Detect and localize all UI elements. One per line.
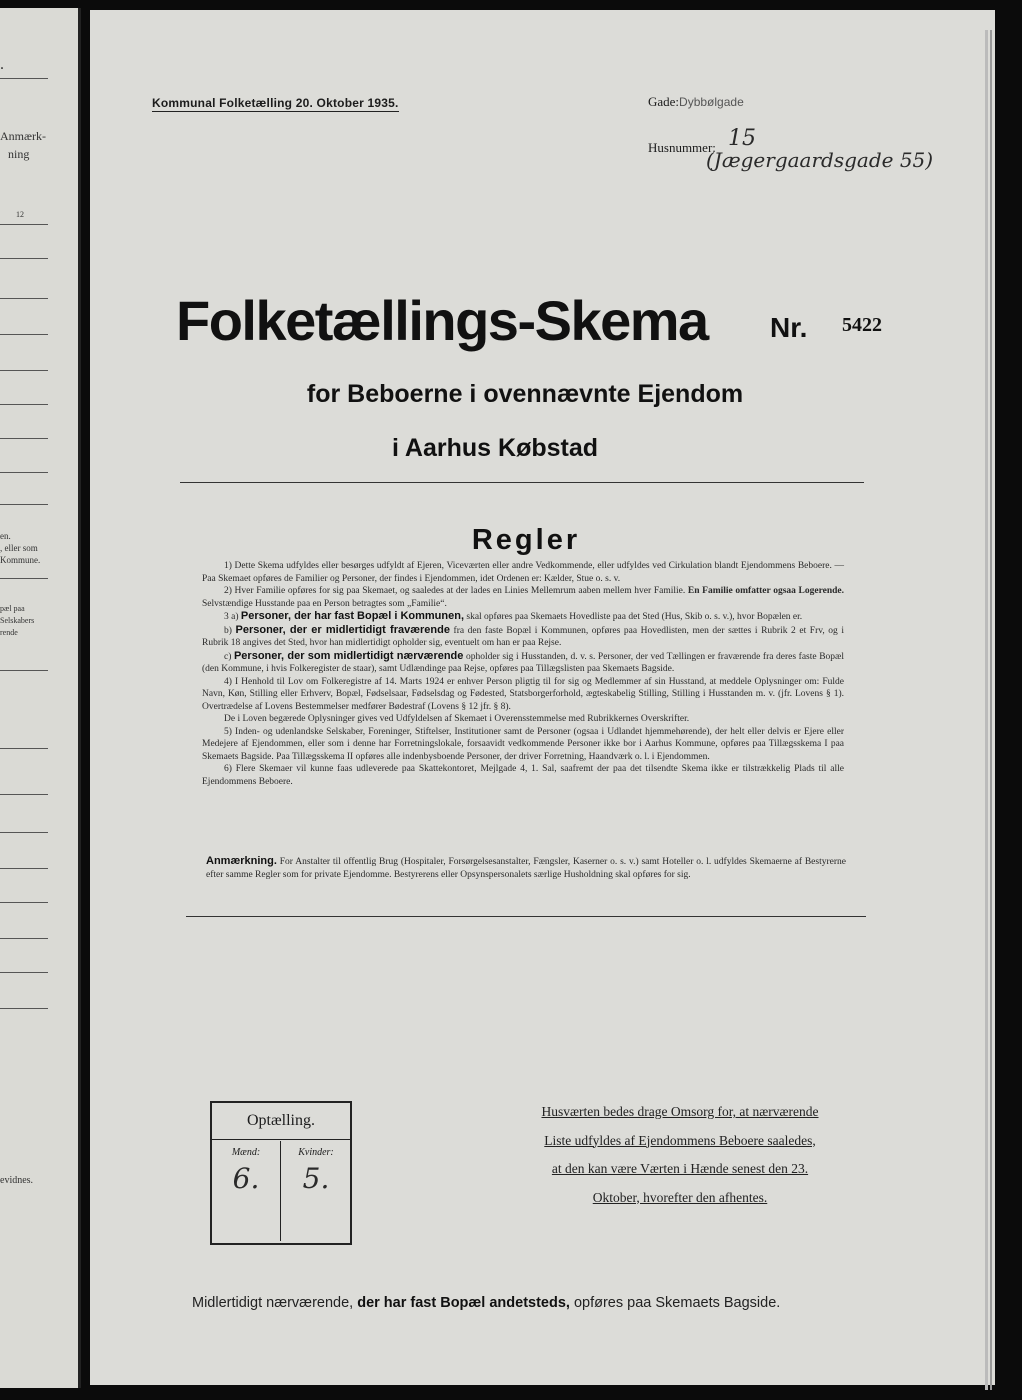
left-rule: [0, 504, 48, 505]
left-rule: [0, 224, 48, 225]
rule-3c: c) Personer, der som midlertidigt nærværende opholder sig i Husstanden, d. v. s. Personer, der ved Tællingen er fraværende fra deres faste Bopæl (den Kommune, i hvis Folkeregister de staar), samt Udlændinge paa Rejse, opføres paa Tillægslisten paa Skemaets Bagside.: [202, 649, 844, 674]
count-title: Optælling.: [212, 1103, 350, 1140]
page-edge: [990, 30, 992, 1390]
instruction-line: Liste udfyldes af Ejendommens Beboere saaledes,: [544, 1132, 816, 1148]
left-rule: [0, 578, 48, 579]
left-rule: [0, 902, 48, 903]
left-fragment: pæl paa: [0, 604, 25, 613]
rule-3b: b) Personer, der er midlertidigt fraværende fra den faste Bopæl i Kommunen, opføres paa Hovedlisten, men der sættes i Rubrik 2 et Frv, og i Rubrik 18 angives det Sted, hvor han midlertidigt opholder sig, eventuelt om han er paa Rejse.: [202, 623, 845, 648]
left-rule: [0, 1008, 48, 1009]
left-rule: [0, 370, 48, 371]
left-rule: [0, 832, 48, 833]
left-rule: [0, 438, 48, 439]
left-rule: [0, 972, 48, 973]
left-heading-1: Anmærk-: [0, 129, 46, 143]
street-value: Dybbølgade: [679, 95, 744, 109]
left-rule: [0, 334, 48, 335]
house-number-label: Husnummer:: [648, 140, 716, 155]
women-value: 5.: [302, 1162, 330, 1195]
left-fragment: Selskabers: [0, 616, 35, 625]
rule-4b: De i Loven begærede Oplysninger gives ved Udfyldelsen af Skemaet i Overensstemmelse med Rubrikkernes Overskrifter.: [224, 714, 690, 724]
divider: [186, 916, 866, 917]
left-rule: [0, 748, 48, 749]
form-number-value: 5422: [842, 314, 882, 336]
men-column: [212, 1141, 281, 1241]
rule-5: 5) Inden- og udenlandske Selskaber, Foreninger, Stiftelser, Institutioner samt de Personer (ogsaa i Udlandet hjemmehørende), der helt eller delvis er Ejere eller Medejere af Ejendommen, eller som i denne har Forretningslokale, forsaavidt vedkommende Personer ikke bor i Aarhus Kommune, opføres paa Tillægsskema I paa Skemaets Bagside. Paa Tillægsskema II opføres alle indenbysboende Personer, der driver Forretning, Haandværk o. l. i Ejendommen.: [202, 726, 844, 762]
rules-text: [202, 560, 844, 788]
left-rule: [0, 298, 48, 299]
footer-note: Midlertidigt nærværende, der har fast Bopæl andetsteds, opføres paa Skemaets Bagside.: [192, 1295, 781, 1311]
rule-3a: 3 a) Personer, der har fast Bopæl i Kommunen, skal opføres paa Skemaets Hovedliste paa det Sted (Hus, Skib o. s. v.), hvor Bopælen er.: [224, 610, 803, 622]
note-body: For Anstalter til offentlig Brug (Hospitaler, Forsørgelsesanstalter, Fængsler, Kaserner o. s. v.) samt Hoteller o. l. udfyldes Skemaerne af Bestyrerne efter samme Regler som for private Ejendomme. Bestyrerens eller Opsynspersonalets særlige Husholdning skal opføres for sig.: [206, 857, 846, 880]
left-fragment: , eller som: [0, 543, 38, 553]
rule-1: 1) Dette Skema udfyldes eller besørges udfyldt af Ejeren, Viceværten eller andre Vedkommende, eller udfyldes ved Cirkulation blandt Ejendommens Beboere. — Paa Skemaet opføres de Familier og Personer, der findes i Ejendommen, idet Ordenen er: Kælder, Stue o. s. v.: [202, 561, 844, 584]
page-edge: [985, 30, 988, 1390]
count-box: [210, 1101, 352, 1245]
note-label: Anmærkning.: [206, 855, 277, 867]
instruction-line: Husværten bedes drage Omsorg for, at nærværende: [541, 1104, 819, 1119]
divider: [180, 482, 864, 483]
census-form-page: [90, 10, 995, 1385]
left-rule: [0, 258, 48, 259]
left-rule: [0, 670, 48, 671]
left-col-number: 12: [16, 210, 24, 219]
form-subtitle: for Beboerne i ovennævnte Ejendom: [306, 380, 744, 408]
women-label: Kvinder:: [298, 1147, 334, 1158]
left-rule: [0, 868, 48, 869]
rules-heading: Regler: [471, 524, 581, 556]
left-fragment: rende: [0, 628, 18, 637]
form-number-label: Nr.: [770, 312, 808, 343]
house-number-alt: (Jægergaardsgade 55): [706, 148, 934, 172]
landlord-instruction: [510, 1104, 850, 1218]
form-title: Folketællings-Skema: [176, 289, 708, 352]
men-label: Mænd:: [231, 1147, 261, 1158]
left-facing-page: [0, 8, 81, 1388]
left-rule: [0, 404, 48, 405]
left-rule: [0, 938, 48, 939]
left-fragment: en.: [0, 531, 11, 541]
street-field: [648, 94, 744, 110]
instruction-line: at den kan være Værten i Hænde senest den 23.: [551, 1161, 809, 1176]
form-city: i Aarhus Købstad: [391, 434, 599, 462]
women-column: [282, 1141, 350, 1241]
left-top-mark: .: [0, 56, 4, 73]
street-label: Gade:: [648, 94, 680, 109]
rule-6: 6) Flere Skemaer vil kunne faas udleverede paa Skattekontoret, Mejlgade 4, 1. Sal, saafremt der paa det tilsendte Skema ikke er tilstrækkelig Plads til alle Ejendommens Beboere.: [202, 764, 844, 787]
house-number-field: [648, 126, 934, 172]
census-header: Kommunal Folketælling 20. Oktober 1935.: [152, 96, 399, 110]
instruction-line: Oktober, hvorefter den afhentes.: [592, 1189, 768, 1205]
left-fragment: Kommune.: [0, 555, 41, 565]
left-fragment: evidnes.: [0, 1175, 34, 1186]
left-rule: [0, 472, 48, 473]
rule-4: 4) I Henhold til Lov om Folkeregistre af 14. Marts 1924 er enhver Person pligtig til for sig og Medlemmer af sin Husstand, at meddele Oplysninger om: Fulde Navn, Køn, Stilling eller Erhverv, Bopæl, Fødselsaar, Fødselsdag og Fødested, Statsborgerforhold, ægteskabelig Stilling, Stilling i Husstanden m. v. (jfr. Lovens § 1). Overtrædelse af Lovens Bestemmelser medfører Bødestraf (Lovens § 12 jfr. § 8).: [202, 676, 844, 712]
rule-2: 2) Hver Familie opføres for sig paa Skemaet, og saaledes at der lades en Linies Mellemrum aaben mellem hver Familie. En Familie omfatter ogsaa Logerende. Selvstændige Husstande paa en Person betragtes som „Familie“.: [202, 586, 845, 609]
left-rule: [0, 78, 48, 79]
men-value: 6.: [232, 1162, 260, 1195]
left-rule: [0, 794, 48, 795]
note-text: [206, 855, 846, 881]
house-number-value: 15: [728, 126, 756, 151]
left-heading-2: ning: [8, 147, 30, 161]
